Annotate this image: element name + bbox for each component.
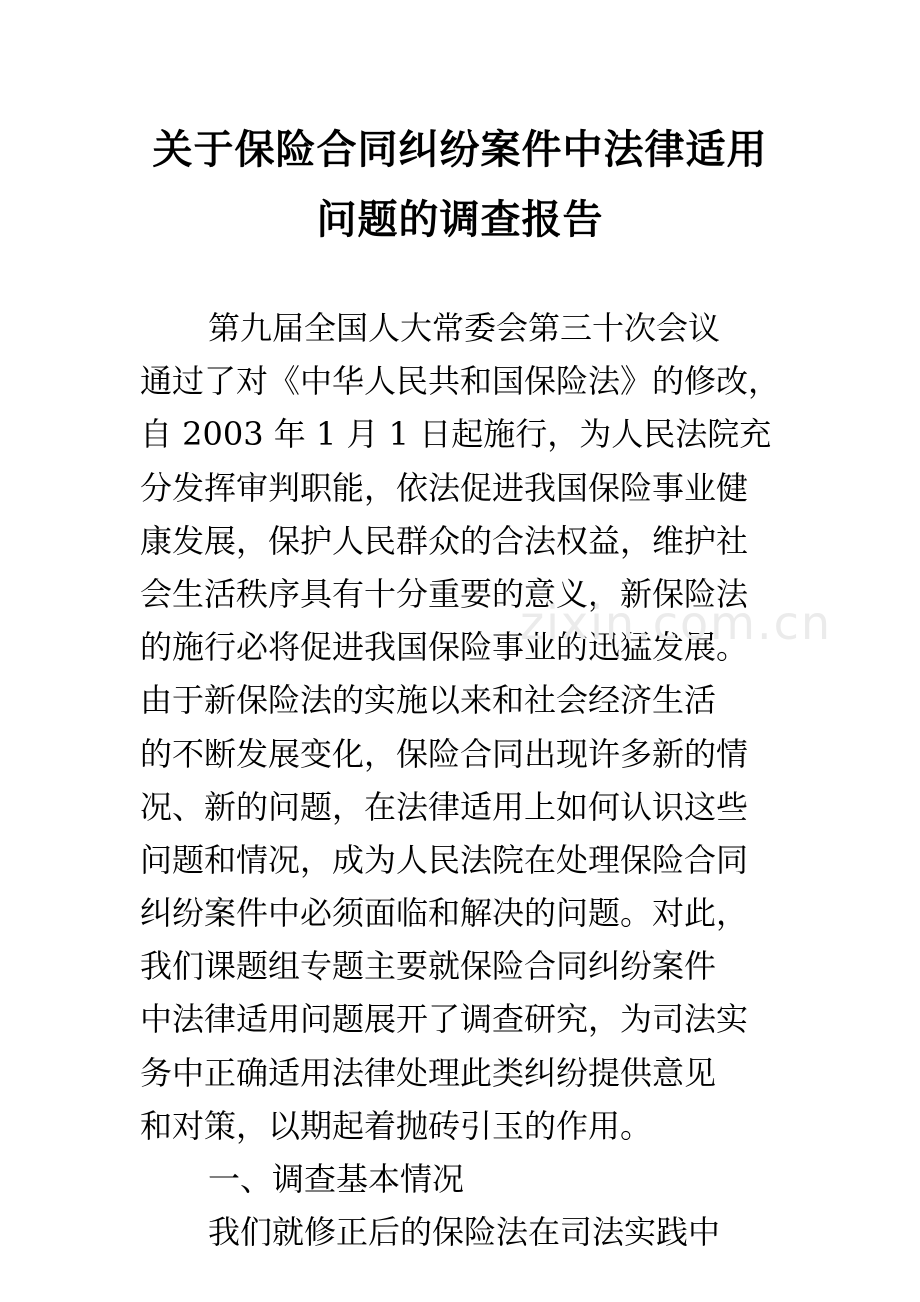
paragraph-line: 我们就修正后的保险法在司法实践中	[208, 1213, 721, 1252]
paragraph-line: 务中正确适用法律处理此类纠纷提供意见	[140, 1053, 717, 1092]
paragraph-line: 会生活秩序具有十分重要的意义，新保险法	[140, 574, 749, 613]
paragraph-line: 纠纷案件中必须面临和解决的问题。对此，	[140, 894, 749, 933]
document-title-line-2: 问题的调查报告	[316, 197, 604, 243]
paragraph-line: 通过了对《中华人民共和国保险法》的修改，	[140, 362, 781, 401]
paragraph-line: 的不断发展变化，保险合同出现许多新的情	[140, 734, 749, 773]
paragraph-line: 中法律适用问题展开了调查研究，为司法实	[140, 1000, 749, 1039]
paragraph-line: 我们课题组专题主要就保险合同纠纷案件	[140, 947, 717, 986]
paragraph-line: 康发展，保护人民群众的合法权益，维护社	[140, 521, 749, 560]
document-body	[140, 302, 820, 1259]
paragraph-line: 由于新保险法的实施以来和社会经济生活	[140, 681, 717, 720]
paragraph-line: 和对策，以期起着抛砖引玉的作用。	[140, 1106, 653, 1145]
watermark: zixin.com.cn	[520, 596, 833, 650]
paragraph-line: 分发挥审判职能，依法促进我国保险事业健	[140, 468, 749, 507]
document-title-line-1: 关于保险合同纠纷案件中法律适用	[152, 127, 768, 173]
paragraph-line: 自 2003 年 1 月 1 日起施行，为人民法院充	[140, 415, 772, 454]
paragraph-line: 问题和情况，成为人民法院在处理保险合同	[140, 840, 749, 879]
section-heading: 一、调查基本情况	[208, 1160, 465, 1198]
paragraph-line: 况、新的问题，在法律适用上如何认识这些	[140, 787, 749, 826]
paragraph-line: 第九届全国人大常委会第三十次会议	[208, 309, 721, 347]
paragraph-line: 的施行必将促进我国保险事业的迅猛发展。	[140, 628, 749, 667]
